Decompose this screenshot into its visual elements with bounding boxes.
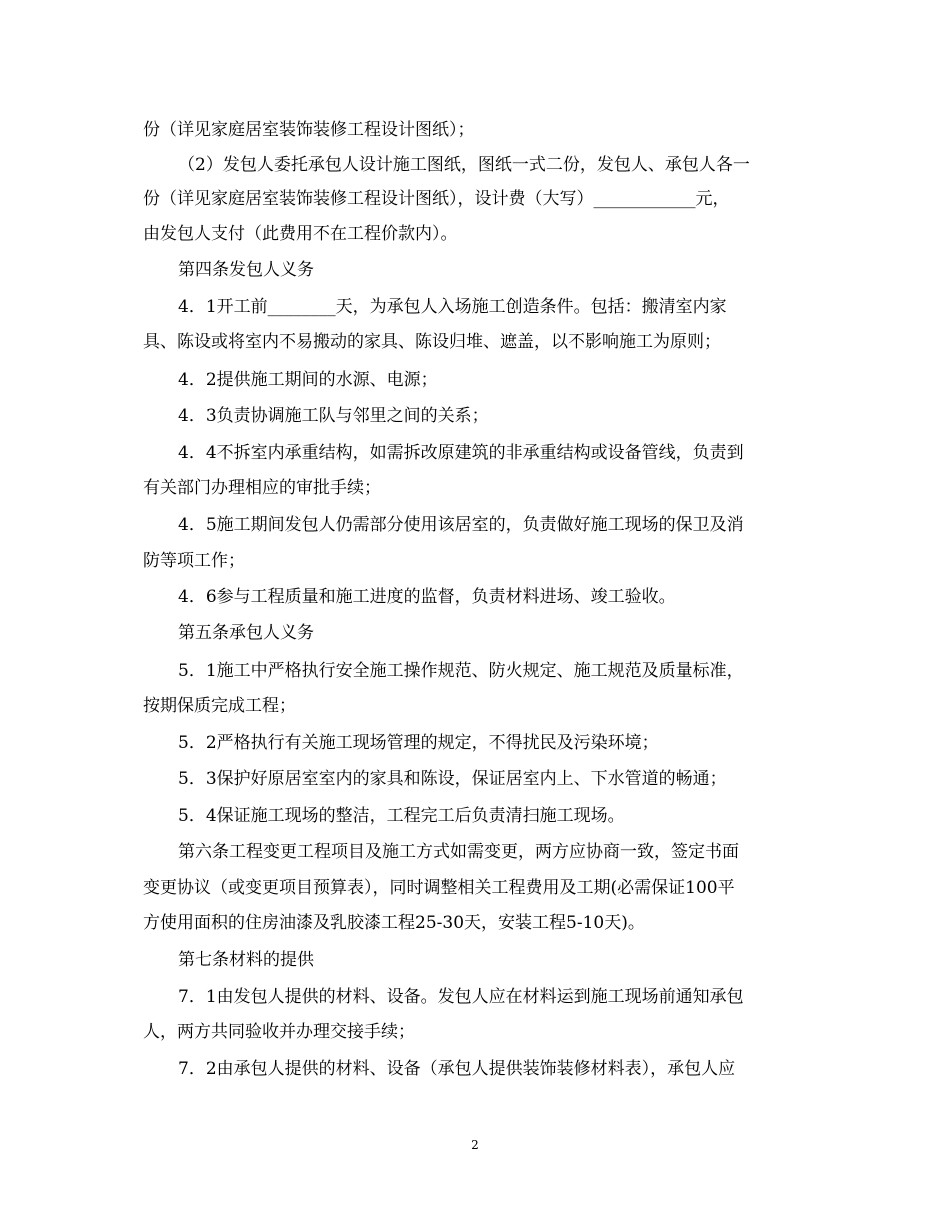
section-heading: 第七条材料的提供 xyxy=(178,950,314,970)
text-line: 变更协议（或变更项目预算表），同时调整相关工程费用及工期(必需保证100平 xyxy=(143,878,735,898)
text-line: 人，两方共同验收并办理交接手续； xyxy=(143,1022,415,1042)
text-line: （2）发包人委托承包人设计施工图纸，图纸一式二份，发包人、承包人各一 xyxy=(178,155,750,175)
section-heading: 第四条发包人义务 xyxy=(178,260,314,280)
text-line: 7．1由发包人提供的材料、设备。发包人应在材料运到施工现场前通知承包 xyxy=(178,987,744,1007)
section-heading: 第五条承包人义务 xyxy=(178,623,314,643)
text-line: 份（详见家庭居室装饰装修工程设计图纸），设计费（大写）____________元， xyxy=(143,189,730,209)
text-line: 5．2严格执行有关施工现场管理的规定，不得扰民及污染环境； xyxy=(178,733,659,753)
text-line: 具、陈设或将室内不易搬动的家具、陈设归堆、遮盖，以不影响施工为原则； xyxy=(143,332,721,352)
page-number: 2 xyxy=(471,1138,479,1152)
text-line: 7．2由承包人提供的材料、设备（承包人提供装饰装修材料表），承包人应 xyxy=(178,1059,736,1079)
text-line: 第六条工程变更工程项目及施工方式如需变更，两方应协商一致，签定书面 xyxy=(178,842,739,862)
text-line: 4．1开工前________天，为承包人入场施工创造条件。包括：搬清室内家 xyxy=(178,297,727,317)
text-line: 4．4不拆室内承重结构，如需拆改原建筑的非承重结构或设备管线，负责到 xyxy=(178,443,744,463)
text-line: 防等项工作； xyxy=(143,551,245,571)
text-line: 4．2提供施工期间的水源、电源； xyxy=(178,370,438,390)
text-line: 4．5施工期间发包人仍需部分使用该居室的，负责做好施工现场的保卫及消 xyxy=(178,515,744,535)
text-line: 份（详见家庭居室装饰装修工程设计图纸）； xyxy=(143,120,475,140)
text-line: 5．1施工中严格执行安全施工操作规范、防火规定、施工规范及质量标准， xyxy=(178,661,744,681)
text-line: 4．3负责协调施工队与邻里之间的关系； xyxy=(178,406,489,426)
text-line: 有关部门办理相应的审批手续； xyxy=(143,478,381,498)
text-line: 5．4保证施工现场的整洁，工程完工后负责清扫施工现场。 xyxy=(178,806,625,826)
text-line: 由发包人支付（此费用不在工程价款内）。 xyxy=(143,224,458,244)
text-line: 4．6参与工程质量和施工进度的监督，负责材料进场、竣工验收。 xyxy=(178,587,676,607)
text-line: 5．3保护好原居室室内的家具和陈设，保证居室内上、下水管道的畅通； xyxy=(178,769,727,789)
text-line: 按期保质完成工程； xyxy=(143,696,296,716)
text-line: 方使用面积的住房油漆及乳胶漆工程25-30天，安装工程5-10天)。 xyxy=(143,913,645,933)
